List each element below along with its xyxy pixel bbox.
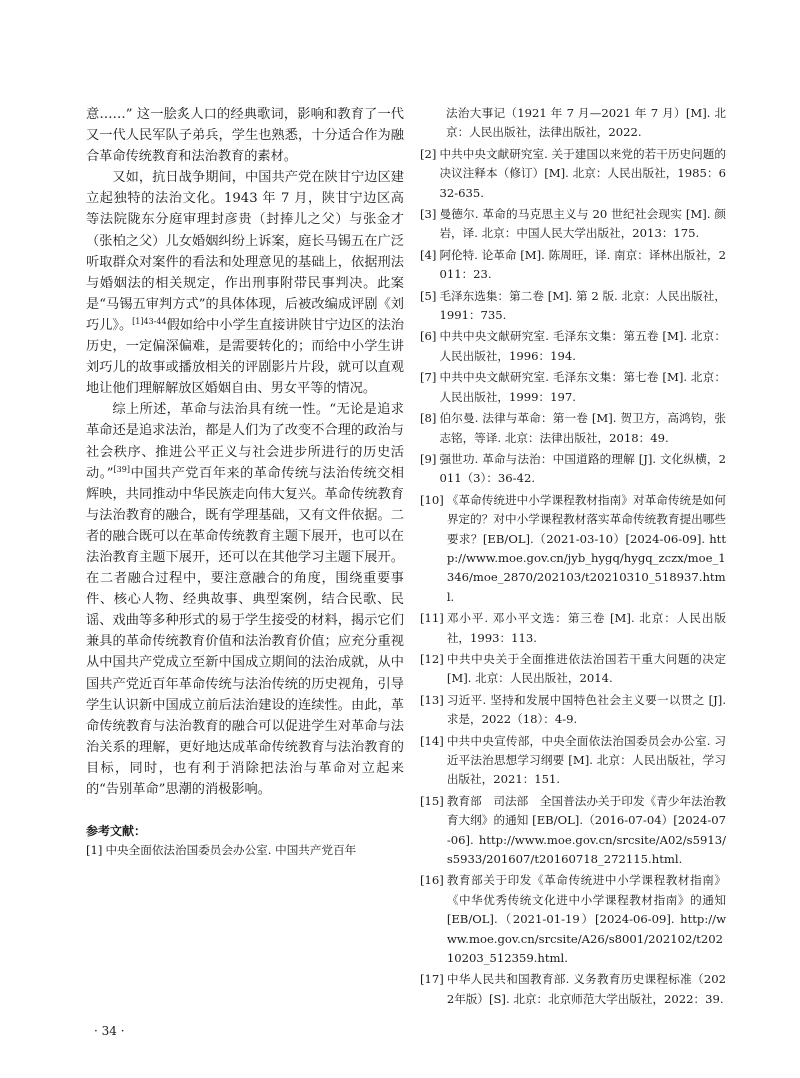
paragraph-3-text: 综上所述，革命与法治具有统一性。“无论是追求革命还是追求法治，都是人们为了改变不合理的政治与社会秩序、推进公平正义与社会进步所进行的历史活动。” xyxy=(86,402,404,481)
citation-2: [39] xyxy=(113,464,130,474)
right-column xyxy=(420,104,726,1011)
reference-item xyxy=(420,409,726,448)
paragraph-3 xyxy=(86,399,404,800)
reference-text: 《革命传统进中小学课程教材指南》对革命传统是如何界定的？对中小学课程教材落实革命传统教育提出哪些要求？[EB/OL].（2021-03-10）[2024-06-09]. http://www.moe.gov.cn/jyb_hygq/hygq_zczx/moe_1346/moe_2870/202103/t20210310_518937.html. xyxy=(446,492,726,604)
paragraph-2-text: 又如，抗日战争期间，中国共产党在陕甘宁边区建立起独特的法治文化。1943 年 7 月，陕甘宁边区高等法院陇东分庭审理封彦贵（封捧儿之父）与张金才（张柏之父）儿女婚姻纠纷上诉案，庭长马锡五在广泛听取群众对案件的看法和处理意见的基础上，依据刑法与婚姻法的相关规定，作出刑事附带民事判决。此案是“马锡五审判方式”的具体体现，后被改编成评剧《刘巧儿》。 xyxy=(86,170,404,333)
reference-text: 阿伦特. 论革命 [M]. 陈周旺，译. 南京：译林出版社，2011：23. xyxy=(439,247,726,282)
reference-number: [14] xyxy=(420,733,444,748)
reference-number: [4] xyxy=(420,247,437,262)
reference-text: 中共中央宣传部，中央全面依法治国委员会办公室. 习近平法治思想学习纲要 [M]. 北京：人民出版社，学习出版社，2021：151. xyxy=(446,733,726,787)
reference-text: 中共中央文献研究室. 毛泽东文集：第七卷 [M]. 北京：人民出版社，1999：197. xyxy=(439,370,726,404)
reference-text: 伯尔曼. 法律与革命：第一卷 [M]. 贺卫方，高鸿钧，张志铭，等译. 北京：法律出版社，2018：49. xyxy=(439,411,726,445)
reference-number: [6] xyxy=(420,329,437,344)
page-number: · 34 · xyxy=(94,1024,125,1038)
reference-text: 中共中央文献研究室. 关于建国以来党的若干历史问题的决议注释本（修订）[M]. 北京：人民出版社，1985：632-635. xyxy=(439,146,726,200)
reference-item xyxy=(420,970,726,1009)
paragraph-1: 意……” 这一脍炙人口的经典歌词，影响和教育了一代又一代人民军队子弟兵，学生也熟悉，十分适合作为融合革命传统教育和法治教育的素材。 xyxy=(86,107,404,165)
reference-item xyxy=(420,145,726,203)
reference-item xyxy=(420,792,726,870)
reference-number: [13] xyxy=(420,692,444,707)
reference-item xyxy=(420,691,726,730)
paragraph-3-cont: 中国共产党百年来的革命传统与法治传统交相辉映，共同推动中华民族走向伟大复兴。革命传统教育与法治教育的融合，既有学理基础，又有文件依据。二者的融合既可以在革命传统教育主题下展开，也可以在法治教育主题下展开，还可以在其他学习主题下展开。在二者融合过程中，要注意融合的角度，围绕重要事件、核心人物、经典故事、典型案例，结合民歌、民谣、戏曲等多种形式的易于学生接受的材料，揭示它们兼具的革命传统教育价值和法治教育价值；应充分重视从中国共产党成立至新中国成立期间的法治成就，从中国共产党近百年革命传统与法治传统的历史视角，引导学生认识新中国成立前后法治建设的连续性。由此，革命传统教育与法治教育的融合可以促进学生对革命与法治关系的理解，更好地达成革命传统教育与法治教育的目标，同时，也有利于消除把法治与革命对立起来的“告别革命”思潮的消极影响。 xyxy=(86,465,404,797)
reference-item xyxy=(420,491,726,607)
reference-number: [12] xyxy=(420,651,444,666)
reference-text: 法治大事记（1921 年 7 月—2021 年 7 月）[M]. 北京：人民出版社，法律出版社，2022. xyxy=(446,106,726,140)
reference-text: 曼德尔. 革命的马克思主义与 20 世纪社会现实 [M]. 颜岩，译. 北京：中国人民大学出版社，2013：175. xyxy=(439,207,726,241)
reference-item xyxy=(420,609,726,648)
reference-text: 教育部关于印发《革命传统进中小学课程教材指南》《中华优秀传统文化进中小学课程教材指南》的通知 [EB/OL].（2021-01-19）[2024-06-09]. http://www.moe.gov.cn/srcsite/A26/s8001/202102/t20210203_512359.html. xyxy=(446,873,726,966)
paragraph-2 xyxy=(86,167,404,399)
reference-text: 毛泽东选集：第二卷 [M]. 第 2 版. 北京：人民出版社，1991：735. xyxy=(439,288,726,323)
reference-text: 中共中央文献研究室. 毛泽东文集：第五卷 [M]. 北京：人民出版社，1996：194. xyxy=(439,329,726,363)
reference-number: [16] xyxy=(420,873,444,888)
reference-item xyxy=(420,287,726,326)
reference-number: [8] xyxy=(420,411,437,426)
left-column xyxy=(86,104,404,863)
reference-text: 教育部 司法部 全国普法办关于印发《青少年法治教育大纲》的通知 [EB/OL].（2016-07-04）[2024-07-06]. http://www.moe.gov.cn/srcsite/A02/s5913/s5933/201607/t20160718_272115.html. xyxy=(446,793,726,867)
reference-text: 邓小平. 邓小平文选：第三卷 [M]. 北京：人民出版社，1993：113. xyxy=(446,611,726,645)
paragraph-2-cont: 假如给中小学生直接讲陕甘宁边区的法治历史，一定偏深偏难，是需要转化的；而给中小学生讲刘巧儿的故事或播放相关的评剧影片片段，就可以直观地让他们理解解放区婚姻自由、男女平等的情况。 xyxy=(86,317,405,397)
reference-text: 中华人民共和国教育部. 义务教育历史课程标准（2022年版）[S]. 北京：北京师范大学出版社，2022：39. xyxy=(446,972,726,1006)
reference-item xyxy=(420,205,726,244)
reference-item xyxy=(86,841,404,860)
reference-number: [9] xyxy=(420,451,437,466)
reference-number: [11] xyxy=(420,611,444,626)
reference-text: 强世功. 革命与法治：中国道路的理解 [J]. 文化纵横，2011（3）：36-42. xyxy=(439,451,726,486)
reference-continuation xyxy=(420,104,726,143)
reference-list xyxy=(420,145,726,1009)
reference-item xyxy=(420,450,726,489)
reference-number: [3] xyxy=(420,207,437,222)
reference-number: [10] xyxy=(420,492,444,507)
reference-number: [7] xyxy=(420,370,437,385)
reference-number: [17] xyxy=(420,972,444,987)
reference-item xyxy=(420,871,726,968)
reference-number: [15] xyxy=(420,793,444,808)
reference-number: [1] xyxy=(86,843,103,858)
reference-number: [5] xyxy=(420,288,437,303)
citation-1: [1]43-44 xyxy=(132,316,167,326)
reference-text: 中共中央关于全面推进依法治国若干重大问题的决定 [M]. 北京：人民出版社，2014. xyxy=(446,651,726,686)
reference-number: [2] xyxy=(420,146,437,161)
reference-item xyxy=(420,327,726,366)
reference-text: 中央全面依法治国委员会办公室. 中国共产党百年 xyxy=(105,843,357,858)
reference-item xyxy=(420,246,726,285)
reference-item xyxy=(420,732,726,790)
references-heading: 参考文献： xyxy=(86,824,147,839)
reference-item xyxy=(420,650,726,689)
reference-text: 习近平. 坚持和发展中国特色社会主义要一以贯之 [J]. 求是，2022（18）：4-9. xyxy=(446,692,726,727)
reference-item xyxy=(420,368,726,407)
